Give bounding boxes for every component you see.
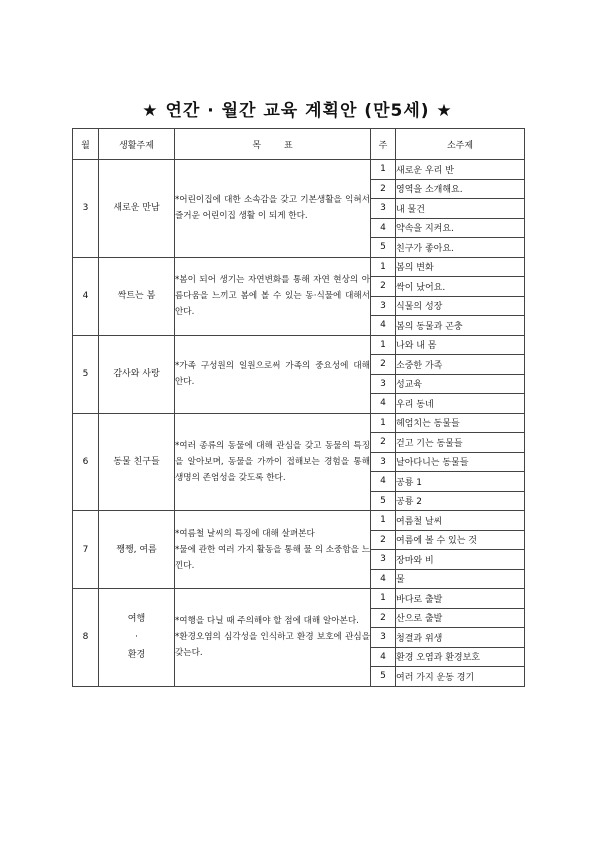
week-number: 4	[371, 472, 396, 492]
header-subtheme: 소주제	[396, 129, 525, 160]
subtheme-cell: 산으로 출발	[396, 608, 525, 628]
month-cell: 8	[73, 589, 99, 687]
goal-text: *가족 구성원의 일원으로써 가족의 중요성에 대해 안다.	[175, 361, 370, 387]
goal-cell	[175, 589, 371, 687]
table-row	[73, 257, 525, 277]
goal-cell	[175, 160, 371, 258]
goal-cell	[175, 413, 371, 511]
subtheme-cell: 공룡 1	[396, 472, 525, 492]
theme-text: 여행	[127, 614, 146, 625]
table-row	[73, 589, 525, 609]
header-goal: 목 표	[175, 129, 371, 160]
subtheme-cell: 약속을 지켜요.	[396, 218, 525, 238]
education-plan-table	[72, 128, 525, 687]
page-title: ★ 연간 · 월간 교육 계획안 (만5세) ★	[142, 101, 453, 121]
goal-cell	[175, 511, 371, 589]
theme-cell	[99, 257, 175, 335]
subtheme-cell: 청결과 위생	[396, 628, 525, 648]
subtheme-cell: 바다로 출발	[396, 589, 525, 609]
week-number: 5	[371, 491, 396, 511]
week-number: 1	[371, 511, 396, 531]
goal-text: *여러 종류의 동물에 대해 관심을 갖고 동물의 특징을 알아보며, 동물을 가까이 접해보는 경험을 통해 생명의 존엄성을 갖도록 한다.	[175, 440, 370, 483]
week-number: 5	[371, 667, 396, 687]
goal-text: *여행을 다닐 때 주의해야 할 점에 대해 알아본다.	[175, 616, 359, 627]
week-number: 1	[371, 589, 396, 609]
table-row	[73, 413, 525, 433]
subtheme-cell: 여러 가지 운동 경기	[396, 667, 525, 687]
subtheme-cell: 환경 오염과 환경보호	[396, 647, 525, 667]
subtheme-cell: 내 물건	[396, 199, 525, 219]
week-number: 3	[371, 296, 396, 316]
week-number: 3	[371, 550, 396, 570]
subtheme-cell: 헤엄치는 동물들	[396, 413, 525, 433]
month-cell: 7	[73, 511, 99, 589]
subtheme-cell: 성교육	[396, 374, 525, 394]
week-number: 2	[371, 179, 396, 199]
goal-text: *봄이 되어 생기는 자연변화를 통해 자연 현상의 아름다움을 느끼고 봄에 볼 수 있는 동·식물에 대해서 안다.	[175, 275, 370, 317]
week-number: 4	[371, 316, 396, 336]
theme-text: 동물 친구들	[113, 456, 160, 467]
subtheme-cell: 걷고 기는 동물들	[396, 433, 525, 453]
goal-text: *여름철 날씨의 특징에 대해 살펴본다	[175, 528, 315, 539]
subtheme-cell: 우리 동네	[396, 394, 525, 414]
theme-text: 쨍쨍, 여름	[116, 544, 157, 555]
month-cell: 4	[73, 257, 99, 335]
week-number: 2	[371, 608, 396, 628]
week-number: 2	[371, 530, 396, 550]
theme-cell	[99, 160, 175, 258]
week-number: 3	[371, 628, 396, 648]
table-row	[73, 160, 525, 180]
subtheme-cell: 싹이 났어요.	[396, 277, 525, 297]
goal-cell	[175, 257, 371, 335]
subtheme-cell: 식물의 성장	[396, 296, 525, 316]
subtheme-cell: 장마와 비	[396, 550, 525, 570]
subtheme-cell: 여름철 날씨	[396, 511, 525, 531]
week-number: 1	[371, 335, 396, 355]
subtheme-cell: 소중한 가족	[396, 355, 525, 375]
theme-cell	[99, 589, 175, 687]
table-row	[73, 511, 525, 531]
week-number: 4	[371, 394, 396, 414]
week-number: 1	[371, 413, 396, 433]
theme-text: 새로운 만남	[113, 203, 160, 214]
week-number: 4	[371, 569, 396, 589]
month-cell: 6	[73, 413, 99, 511]
subtheme-cell: 친구가 좋아요.	[396, 238, 525, 258]
table-row	[73, 335, 525, 355]
subtheme-cell: 여름에 볼 수 있는 것	[396, 530, 525, 550]
theme-cell	[99, 511, 175, 589]
week-number: 2	[371, 355, 396, 375]
subtheme-cell: 봄의 변화	[396, 257, 525, 277]
theme-text: 싹트는 봄	[117, 291, 156, 301]
week-number: 2	[371, 433, 396, 453]
week-number: 4	[371, 647, 396, 667]
goal-text: *어린이집에 대한 소속감을 갖고 기본생활을 익혀서 즐거운 어린이집 생활 이 되게 한다.	[175, 195, 370, 222]
plan-body	[73, 160, 525, 687]
week-number: 3	[371, 374, 396, 394]
subtheme-cell: 공룡 2	[396, 491, 525, 511]
subtheme-cell: 물	[396, 569, 525, 589]
week-number: 1	[371, 257, 396, 277]
month-cell: 5	[73, 335, 99, 413]
subtheme-cell: 영역을 소개해요.	[396, 179, 525, 199]
header-theme: 생활주제	[99, 129, 175, 160]
theme-text: ·	[135, 632, 138, 643]
theme-cell	[99, 413, 175, 511]
subtheme-cell: 날아다니는 동물들	[396, 452, 525, 472]
goal-text: *환경오염의 심각성을 인식하고 환경 보호에 관심을 갖는다.	[175, 632, 370, 659]
subtheme-cell: 나와 내 몸	[396, 335, 525, 355]
subtheme-cell: 새로운 우리 반	[396, 160, 525, 180]
week-number: 4	[371, 218, 396, 238]
goal-text: *물에 관한 여러 가지 활동을 통해 물 의 소중함을 느낀다.	[175, 544, 370, 571]
subtheme-cell: 봄의 동물과 곤충	[396, 316, 525, 336]
header-week: 주	[371, 129, 396, 160]
header-month: 월	[73, 129, 99, 160]
goal-cell	[175, 335, 371, 413]
week-number: 1	[371, 160, 396, 180]
month-cell: 3	[73, 160, 99, 258]
theme-text: 감사와 사랑	[113, 369, 160, 379]
week-number: 3	[371, 452, 396, 472]
theme-cell	[99, 335, 175, 413]
header-row	[73, 129, 525, 160]
theme-text: 환경	[127, 650, 146, 661]
week-number: 3	[371, 199, 396, 219]
week-number: 2	[371, 277, 396, 297]
week-number: 5	[371, 238, 396, 258]
